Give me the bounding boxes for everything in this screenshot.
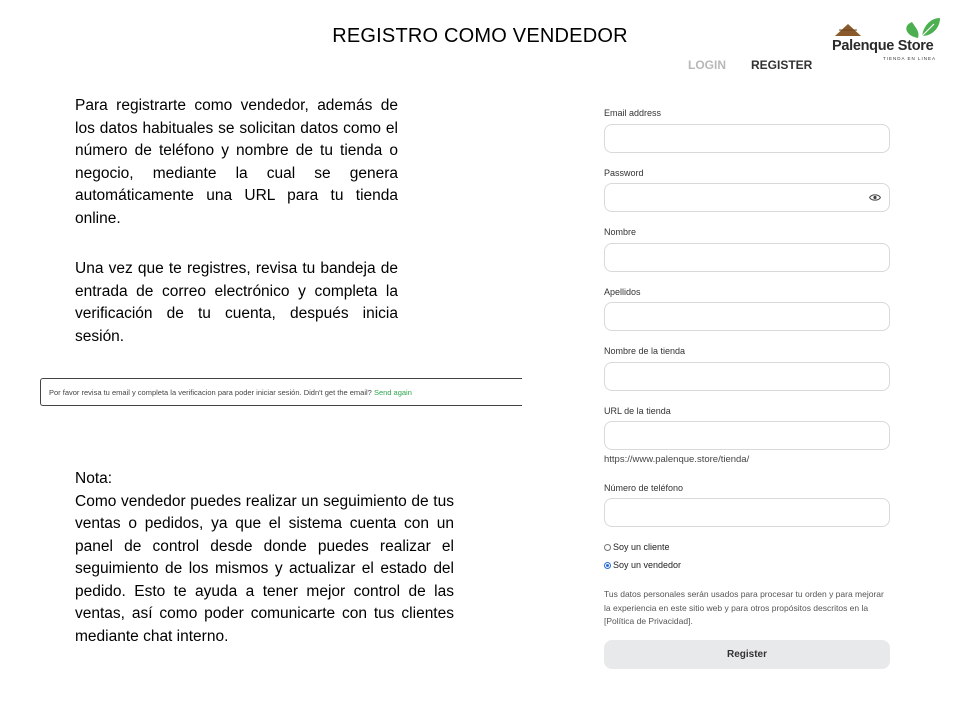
url-hint: https://www.palenque.store/tienda/: [604, 454, 750, 465]
logo-name: Palenque Store: [832, 38, 934, 54]
intro-paragraph: Para registrarte como vendedor, además de los datos habituales se solicitan datos como el número de teléfono y nombre de tu tienda o negocio, mediante la cual se genera automáticamente una URL para tu tienda online.: [75, 97, 398, 227]
send-again-link[interactable]: Send again: [373, 388, 412, 397]
apellidos-field-group: [604, 287, 890, 297]
email-label: Email address: [604, 108, 662, 118]
email-input[interactable]: [604, 124, 890, 153]
password-field-group: [604, 168, 890, 178]
nombre-label: Nombre: [604, 227, 637, 237]
nav-login-link[interactable]: LOGIN: [688, 58, 726, 72]
tienda-label: Nombre de la tienda: [604, 346, 686, 356]
telefono-label: Número de teléfono: [604, 483, 684, 493]
verification-paragraph: Una vez que te registres, revisa tu bandeja de entrada de correo electrónico y completa la verificación de tu cuenta, después inicia sesión.: [75, 260, 398, 345]
nav-register-link[interactable]: REGISTER: [751, 58, 813, 72]
url-field-group: [604, 406, 890, 416]
tienda-input[interactable]: [604, 362, 890, 391]
palenque-store-logo: [830, 16, 942, 64]
logo-tagline: TIENDA EN LINEA: [883, 56, 937, 61]
note-body: Como vendedor puedes realizar un seguimiento de tus ventas o pedidos, ya que el sistema cuenta con un panel de control desde donde puedes realizar el seguimiento de los mismos y actualizar el estado del pedido. Esto te ayuda a tener mejor control de las ventas, así como poder comunicarte con tus clientes mediante chat interno.: [75, 492, 454, 645]
note-title: Nota:: [75, 470, 113, 487]
radio-cliente[interactable]: [604, 542, 670, 552]
url-input[interactable]: [604, 421, 890, 450]
radio-cliente-label: Soy un cliente: [613, 542, 670, 552]
apellidos-input[interactable]: [604, 302, 890, 331]
tienda-field-group: [604, 346, 890, 356]
verification-banner-text: Por favor revisa tu email y completa la verificacion para poder iniciar sesión. Didn't get the email?: [49, 388, 372, 397]
note-section: [75, 468, 454, 648]
password-label: Password: [604, 168, 644, 178]
telefono-input[interactable]: [604, 498, 890, 527]
url-label: URL de la tienda: [604, 406, 671, 416]
radio-vendedor-icon[interactable]: [604, 562, 611, 569]
radio-vendedor[interactable]: [604, 560, 681, 570]
telefono-field-group: [604, 483, 890, 493]
email-field-group: [604, 108, 890, 118]
register-button[interactable]: Register: [604, 640, 890, 669]
privacy-notice: Tus datos personales serán usados para procesar tu orden y para mejorar la experiencia en este sitio web y para otros propósitos descritos en la [Política de Privacidad].: [604, 589, 884, 626]
radio-cliente-icon[interactable]: [604, 544, 611, 551]
radio-vendedor-label: Soy un vendedor: [613, 560, 682, 570]
page-title: REGISTRO COMO VENDEDOR: [332, 25, 628, 47]
verification-banner: [40, 378, 522, 406]
apellidos-label: Apellidos: [604, 287, 641, 297]
nombre-field-group: [604, 227, 890, 237]
nombre-input[interactable]: [604, 243, 890, 272]
show-password-icon[interactable]: [869, 193, 881, 202]
password-input[interactable]: [604, 183, 890, 212]
